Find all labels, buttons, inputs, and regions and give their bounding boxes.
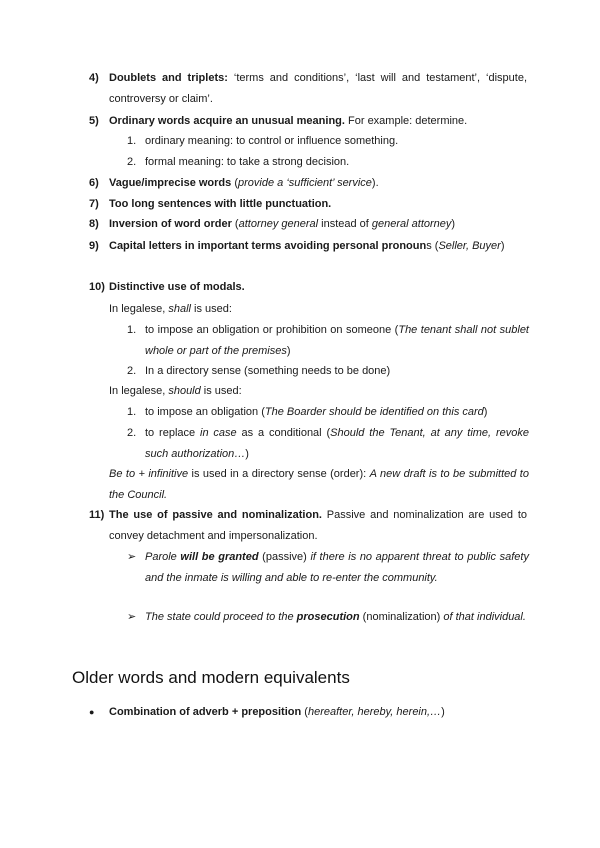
item-number: 9) (89, 240, 99, 252)
list-item-9 (89, 236, 527, 257)
modal-word: shall (168, 303, 191, 315)
sub-item-example: Should the Tenant, at any time, revoke such authorization… (145, 427, 529, 460)
example-text: of that individual. (443, 611, 526, 623)
sub-item-number: 1. (127, 406, 137, 418)
sub-item-text: formal meaning: to take a strong decision. (145, 156, 350, 168)
sub-item-example: The Boarder should be identified on this card (264, 406, 484, 418)
modal-word: should (168, 385, 201, 397)
sub-item-number: 2. (127, 156, 137, 168)
para-text: is used: (200, 385, 242, 397)
para-text: is used: (190, 303, 232, 315)
arrow-example (127, 607, 529, 628)
sub-item-text: to impose an obligation or prohibition on someone ( (145, 324, 399, 336)
para-text: In legalese, (109, 385, 169, 397)
bullet-text: ( (301, 706, 308, 718)
sub-item-text: to replace (145, 427, 200, 439)
item-example: provide a ‘sufficient’ service (238, 177, 372, 189)
item-title: The use of passive and nominalization. (109, 509, 322, 521)
item-text: Passive and nominalization are used to convey detachment and impersonalization. (109, 509, 527, 542)
should-intro (109, 381, 529, 402)
item-title: Capital letters in important terms avoiding personal pronoun (109, 240, 427, 252)
item-text: instead of (318, 218, 372, 230)
item-text: s ( (426, 240, 439, 252)
sub-item-text: ordinary meaning: to control or influence something. (145, 135, 399, 147)
item-title: Doublets and triplets: (109, 72, 228, 84)
sub-item-text: ) (286, 344, 291, 357)
sub-item-example: in case (200, 427, 237, 439)
sub-item-text: ) (245, 447, 249, 460)
item-text: ) (500, 240, 505, 252)
para-text: is used in a directory sense (order): (188, 468, 370, 480)
item-example: general attorney (371, 218, 452, 230)
example-text: Parole (145, 551, 181, 563)
item-number: 8) (89, 218, 99, 230)
item-example: attorney general (238, 218, 319, 230)
sub-item (127, 320, 529, 361)
list-item-5 (89, 111, 527, 132)
list-item-8 (89, 214, 527, 235)
list-item-7 (89, 194, 527, 215)
section-heading: Older words and modern equivalents (72, 668, 350, 687)
sub-item-number: 2. (127, 365, 137, 377)
sub-item (127, 423, 529, 464)
bullet-title: Combination of adverb + preposition (109, 706, 302, 718)
item-title: Distinctive use of modals. (109, 281, 245, 293)
para-example: Be to + infinitive (109, 468, 189, 480)
bullet-item (89, 702, 529, 723)
item-number: 10) (89, 281, 105, 293)
item-title: Vague/imprecise words (109, 177, 232, 189)
sub-item-text: ) (483, 406, 488, 418)
item-text: ( (231, 218, 239, 230)
bullet-text: ) (441, 706, 445, 718)
sub-item-number: 2. (127, 427, 137, 439)
item-text: For example: determine. (344, 115, 468, 127)
sub-item-number: 1. (127, 324, 137, 336)
list-item-11 (89, 505, 527, 546)
example-emphasis: will be granted (180, 551, 259, 563)
item-example: Seller, Buyer (438, 240, 501, 252)
sub-item-text: to impose an obligation ( (145, 406, 265, 418)
item-text: ) (451, 218, 456, 230)
item-number: 4) (89, 72, 99, 84)
para-example: A new draft is to be submitted to the Council. (109, 468, 529, 501)
sub-item (127, 361, 529, 382)
bullet-example: hereafter, hereby, herein,… (307, 706, 442, 718)
item-title: Too long sentences with little punctuation. (109, 198, 332, 210)
example-note: (passive) (258, 551, 311, 563)
para-text: In legalese, (109, 303, 169, 315)
item-number: 7) (89, 198, 99, 210)
list-item-4 (89, 68, 527, 109)
example-emphasis: prosecution (296, 611, 360, 623)
sub-item (127, 402, 529, 423)
item-number: 11) (89, 509, 105, 521)
list-item-10 (89, 277, 527, 298)
item-text: ( (231, 177, 239, 189)
item-title: Ordinary words acquire an unusual meaning. (109, 115, 345, 127)
sub-item (127, 152, 529, 173)
arrow-bullet-icon: ➢ (127, 611, 137, 623)
bullet-dot-icon: ● (89, 707, 95, 717)
example-note: (nominalization) (359, 611, 444, 623)
sub-item-text: In a directory sense (something needs to be done) (145, 365, 391, 377)
item-title: Inversion of word order (109, 218, 232, 230)
list-item-6 (89, 173, 527, 194)
sub-item-number: 1. (127, 135, 137, 147)
example-text: The state could proceed to the (145, 611, 297, 623)
item-number: 6) (89, 177, 99, 189)
sub-item-text: as a conditional ( (236, 427, 331, 439)
item-number: 5) (89, 115, 99, 127)
arrow-bullet-icon: ➢ (127, 551, 137, 563)
sub-item (127, 131, 529, 152)
be-to-paragraph (109, 464, 529, 505)
item-text: ‘terms and conditions’, ‘last will and testament’, ‘dispute, controversy or claim’. (109, 72, 527, 105)
arrow-example (127, 547, 529, 588)
sub-item-example: The tenant shall not sublet whole or part of the premises (145, 324, 529, 357)
example-text: if there is no apparent threat to public safety and the inmate is willing and able to re-enter the community. (145, 551, 529, 584)
shall-intro (109, 299, 529, 320)
item-text: ). (371, 177, 379, 189)
